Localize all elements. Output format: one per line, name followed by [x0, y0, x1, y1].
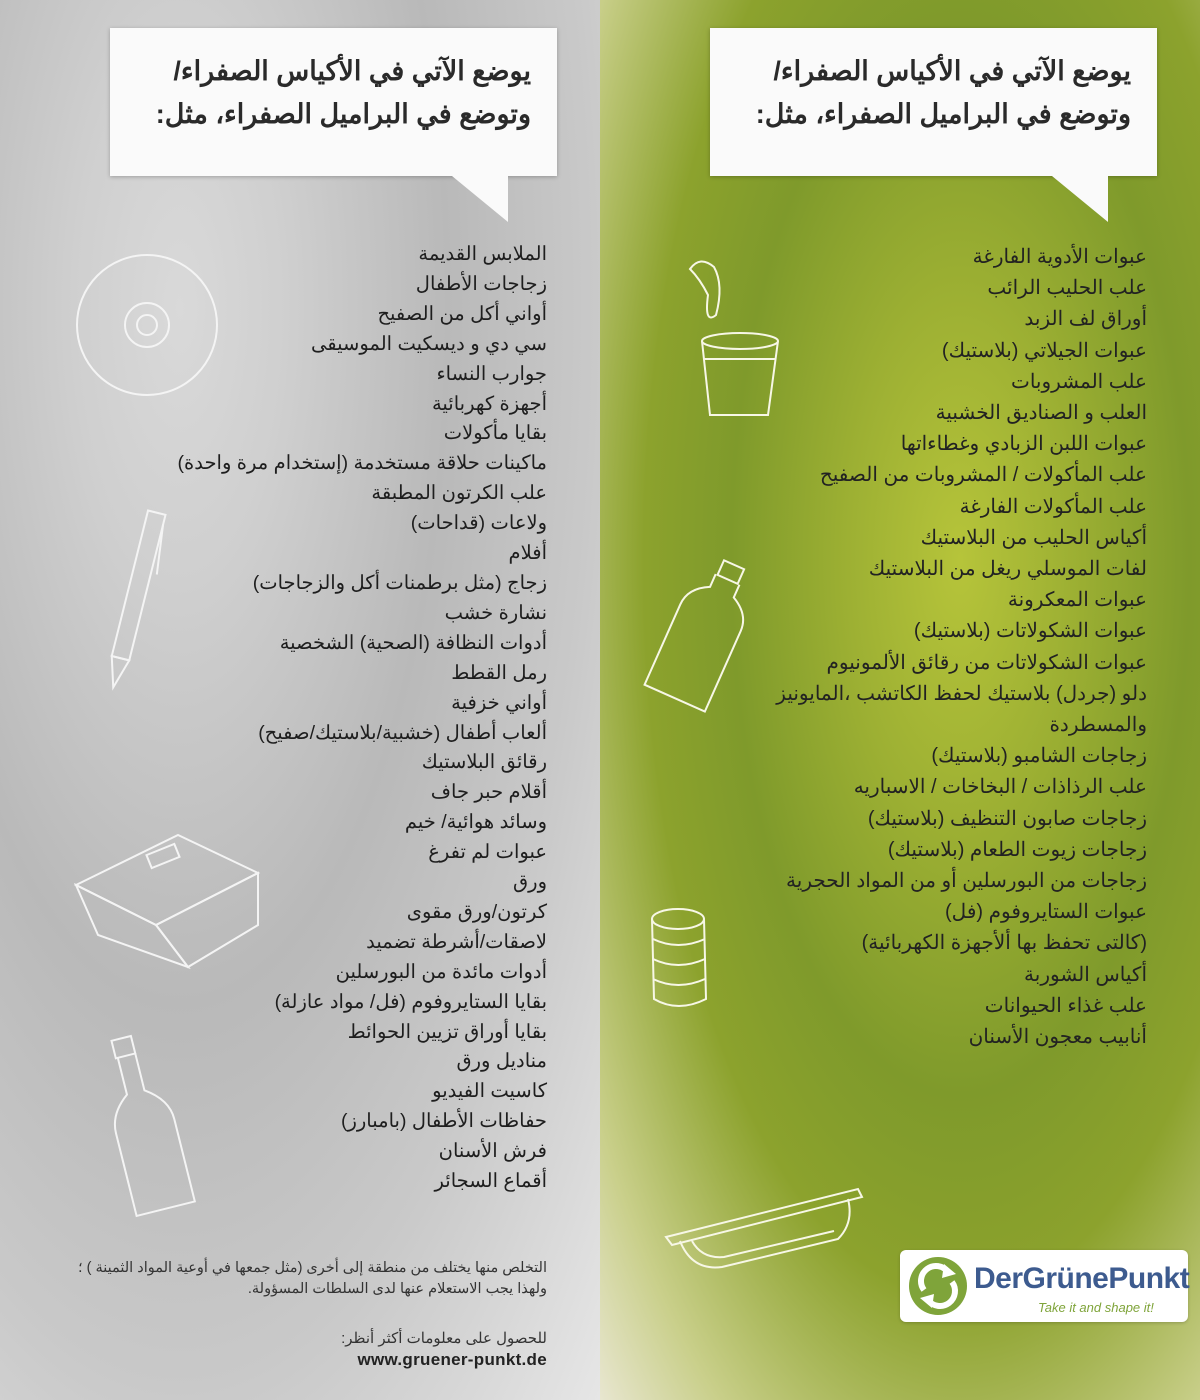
- list-item: عبوات الجيلاتي (بلاستيك): [941, 339, 1147, 362]
- dergruenepunkt-logo[interactable]: [900, 1250, 1188, 1322]
- list-item: زجاجات الشامبو (بلاستيك): [931, 745, 1147, 768]
- website-link[interactable]: www.gruener-punkt.de: [357, 1350, 547, 1369]
- list-item: أفلام: [508, 542, 547, 565]
- left-bubble-tail: [452, 176, 508, 222]
- list-item: نشارة خشب: [444, 601, 547, 624]
- right-bubble-tail: [1052, 176, 1108, 222]
- list-item: ورق: [513, 871, 547, 894]
- list-item: علب الرذاذات / البخاخات / الاسباريه: [853, 776, 1147, 799]
- list-item: العلب و الصناديق الخشبية: [935, 402, 1147, 425]
- list-item: أكياس الحليب من البلاستيك: [920, 526, 1147, 549]
- list-item: حفاظات الأطفال (بامبارز): [340, 1110, 547, 1133]
- left-item-list: [27, 240, 547, 1197]
- list-item: عبوات اللبن الزبادي وغطاءاتها: [900, 433, 1147, 456]
- list-item: عبوات الشكولاتات (بلاستيك): [913, 620, 1147, 643]
- list-item: علب المشروبات: [1011, 370, 1147, 393]
- list-item: جوارب النساء: [436, 362, 547, 385]
- left-title-line1: يوضع الآتي في الأكياس الصفراء/: [173, 56, 531, 86]
- list-item: علب الكرتون المطبقة: [371, 482, 547, 505]
- list-item: سي دي و ديسكيت الموسيقى: [311, 332, 547, 355]
- list-item: علب الحليب الرائب: [987, 277, 1147, 300]
- left-title: [156, 50, 531, 136]
- right-title-line2: وتوضع في البراميل الصفراء، مثل:: [755, 99, 1131, 129]
- list-item: زجاجات زيوت الطعام (بلاستيك): [887, 838, 1147, 861]
- list-item: زجاجات من البورسلين أو من المواد الحجرية: [786, 870, 1147, 893]
- list-item: أقماع السجائر: [434, 1170, 547, 1193]
- list-item: وسائد هوائية/ خيم: [404, 811, 547, 834]
- list-item: (كالتى تحفظ بها ألأجهزة الكهربائية): [861, 932, 1147, 955]
- right-title: [756, 50, 1131, 136]
- list-item: علب المأكولات / المشروبات من الصفيح: [819, 464, 1147, 487]
- list-item: بقايا أوراق تزيين الحوائط: [347, 1020, 547, 1043]
- list-item: أدوات مائدة من البورسلين: [335, 960, 547, 983]
- list-item: عبوات المعكرونة: [1007, 589, 1147, 612]
- logo-name: DerGrünePunkt: [974, 1262, 1190, 1295]
- list-item: علب المأكولات الفارغة: [959, 495, 1147, 518]
- list-item: أواني خزفية: [451, 691, 547, 714]
- list-item: دلو (جردل) بلاستيك لحفظ الكاتشب ،المايونيز والمسطردة: [776, 682, 1147, 737]
- list-item: ألعاب أطفال (خشبية/بلاستيك/صفيح): [258, 721, 547, 744]
- list-item: عبوات الأدوية الفارغة: [972, 246, 1147, 268]
- list-item: عبوات الستايروفوم (فل): [945, 901, 1147, 924]
- list-item: عبوات لم تفرغ: [428, 841, 547, 864]
- list-item: مناديل ورق: [456, 1050, 547, 1073]
- list-item: ماكينات حلاقة مستخدمة (إستخدام مرة واحدة): [177, 452, 547, 475]
- right-title-bubble: [710, 28, 1157, 176]
- list-item: أجهزة كهربائية: [431, 392, 547, 415]
- list-item: زجاجات الأطفال: [415, 272, 547, 295]
- left-title-bubble: [110, 28, 557, 176]
- list-item: أقلام حبر جاف: [430, 781, 547, 804]
- list-item: أكياس الشوربة: [1024, 963, 1147, 986]
- list-item: زجاج (مثل برطمنات أكل والزجاجات): [252, 571, 547, 594]
- disposal-note: التخلص منها يختلف من منطقة إلى أخرى (مثل جمعها في أوعية المواد الثمينة ) ؛ ولهذا يجب الاستعلام عنها لدى السلطات المسؤولة.: [77, 1260, 547, 1297]
- list-item: أدوات النظافة (الصحية) الشخصية: [279, 631, 547, 654]
- list-item: أواني أكل من الصفيح: [377, 302, 547, 325]
- list-item: عبوات الشكولاتات من رقائق الألمونيوم: [826, 651, 1147, 674]
- list-item: أنابيب معجون الأسنان: [968, 1026, 1147, 1049]
- list-item: بقايا مأكولات: [443, 422, 547, 445]
- list-item: فرش الأسنان: [438, 1140, 547, 1163]
- logo-slogan: Take it and shape it!: [1038, 1300, 1154, 1315]
- list-item: علب غذاء الحيوانات: [984, 994, 1147, 1017]
- list-item: رقائق البلاستيك: [421, 751, 547, 774]
- right-title-line1: يوضع الآتي في الأكياس الصفراء/: [773, 56, 1131, 86]
- list-item: أوراق لف الزبد: [1024, 308, 1147, 331]
- list-item: لاصقات/أشرطة تضميد: [366, 930, 547, 953]
- list-item: رمل القطط: [451, 661, 547, 684]
- right-panel: [600, 0, 1200, 1400]
- list-item: ولاعات (قداحات): [410, 512, 547, 535]
- food-tray-icon: [662, 1175, 872, 1285]
- recycling-arrows-icon: [908, 1256, 968, 1316]
- tin-can-icon: [640, 905, 720, 1015]
- more-info-label: للحصول على معلومات أكثر أنظر:: [341, 1330, 547, 1347]
- right-item-list: [717, 242, 1147, 1053]
- list-item: كاسيت الفيديو: [432, 1080, 547, 1103]
- list-item: بقايا الستايروفوم (فل/ مواد عازلة): [274, 990, 547, 1013]
- list-item: زجاجات صابون التنظيف (بلاستيك): [867, 807, 1147, 830]
- list-item: كرتون/ورق مقوى: [406, 900, 547, 923]
- left-title-line2: وتوضع في البراميل الصفراء، مثل:: [155, 99, 531, 129]
- list-item: لفات الموسلي ريغل من البلاستيك: [868, 558, 1147, 581]
- list-item: الملابس القديمة: [418, 243, 547, 265]
